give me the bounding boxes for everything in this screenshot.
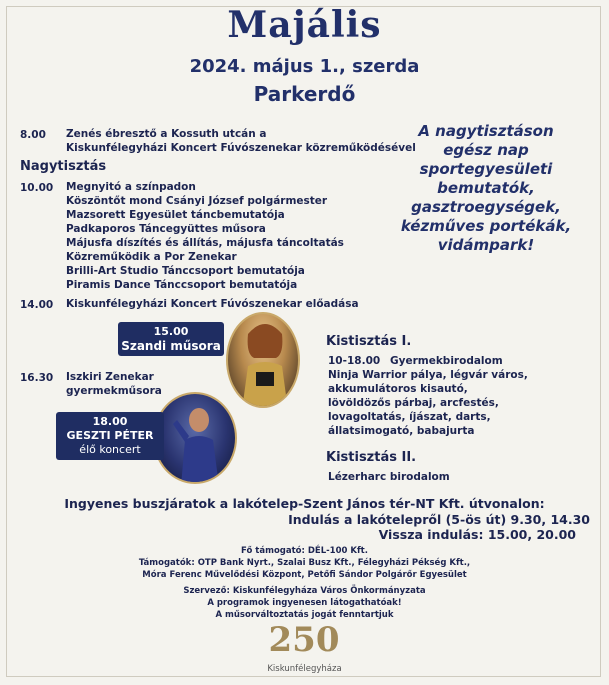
promo-line-2: egész nap [443, 141, 529, 159]
promo-line-1: A nagytisztáson [418, 122, 554, 140]
singer-figure-icon [228, 314, 300, 408]
kistisztas-1-line-2: akkumulátoros kisautó, [328, 383, 468, 395]
geszti-name: GESZTI PÉTER [66, 429, 154, 442]
program-1000-line-4: Padkaporos Táncegyüttes műsora [66, 223, 266, 235]
organizer-line-2: A programok ingyenesen látogathatóak! [207, 598, 402, 608]
kistisztas-1-line-1: Ninja Warrior pálya, légvár város, [328, 369, 528, 381]
program-1000-line-2: Köszöntőt mond Csányi József polgármester [66, 195, 328, 207]
program-0800-line-1: Zenés ébresztő a Kossuth utcán a [66, 128, 267, 140]
sponsor-line-2: Móra Ferenc Művelődési Központ, Petőfi Sándor Polgárőr Egyesület [142, 570, 467, 580]
event-place: Parkerdő [253, 82, 356, 106]
kistisztas-1-time: 10-18.00 [328, 355, 381, 367]
program-1000-line-1: Megnyitó a színpadon [66, 181, 196, 193]
promo-line-6: kézműves portékák, [400, 217, 572, 235]
szandi-time: 15.00 [153, 325, 189, 338]
organizer-line-3: A műsorváltoztatás jogát fenntartjuk [215, 610, 394, 620]
bus-line-2: Indulás a lakótelepről (5-ös út) 9.30, 14.30 [288, 512, 590, 527]
program-1400-line: Kiskunfélegyházi Koncert Fúvószenekar előadása [66, 298, 359, 310]
program-1000-line-3: Mazsorett Egyesület táncbemutatója [66, 209, 285, 221]
bus-line-3: Vissza indulás: 15.00, 20.00 [378, 527, 576, 542]
kistisztas-1-title: Gyermekbirodalom [390, 355, 503, 367]
program-1000-line-7: Brilli-Art Studio Tánccsoport bemutatója [66, 265, 305, 277]
program-1000-line-5: Májusfa díszítés és állítás, májusfa táncoltatás [66, 237, 344, 249]
section-kistisztas-2: Kistisztás II. [326, 450, 417, 465]
kistisztas-2-line: Lézerharc birodalom [328, 471, 450, 483]
geszti-sub: élő koncert [79, 443, 141, 456]
logo-town-name: Kiskunfélegyháza [267, 664, 342, 674]
kistisztas-1-line-5: állatsimogató, babajurta [328, 425, 475, 437]
sponsor-line-1: Támogatók: OTP Bank Nyrt., Szalai Busz Kft., Félegyházi Pékség Kft., [138, 558, 471, 568]
performer-figure-icon [155, 394, 237, 484]
promo-text [386, 122, 586, 255]
program-1000-line-8: Piramis Dance Tánccsoport bemutatója [66, 279, 298, 291]
geszti-pill [56, 412, 164, 460]
kistisztas-1-line-3: lövöldözős párbaj, arcfestés, [328, 397, 499, 409]
bus-line-1: Ingyenes buszjáratok a lakótelep-Szent János tér-NT Kft. útvonalon: [64, 496, 545, 511]
promo-line-5: gasztroegységek, [411, 198, 561, 216]
program-1630-line-2: gyermekműsora [66, 385, 162, 397]
section-kistisztas-1: Kistisztás I. [326, 334, 412, 349]
poster-title: Majális [227, 4, 382, 46]
promo-line-3: sportegyesületi [419, 160, 553, 178]
sponsor-main: Fő támogató: DÉL-100 Kft. [241, 546, 368, 556]
program-0800-line-2: Kiskunfélegyházi Koncert Fúvószenekar közreműködésével [66, 142, 416, 154]
szandi-pill [118, 322, 224, 356]
kistisztas-1-line-4: lovagoltatás, íjászat, darts, [328, 411, 491, 423]
szandi-label: Szandi műsora [121, 339, 221, 353]
time-0800: 8.00 [20, 129, 46, 141]
geszti-time: 18.00 [92, 415, 128, 428]
szandi-photo [226, 312, 300, 408]
geszti-photo [153, 392, 237, 484]
event-date: 2024. május 1., szerda [189, 56, 420, 77]
promo-line-4: bemutatók, [437, 179, 535, 197]
promo-line-7: vidámpark! [437, 236, 535, 254]
organizer-line-1: Szervező: Kiskunfélegyháza Város Önkormányzata [183, 586, 426, 596]
time-1400: 14.00 [20, 299, 54, 311]
time-1000: 10.00 [20, 182, 54, 194]
program-1000-line-6: Közreműködik a Por Zenekar [66, 251, 237, 263]
anniversary-logo: 250 [268, 620, 340, 660]
program-1630-line-1: Iszkiri Zenekar [66, 371, 154, 383]
section-nagytisztas: Nagytisztás [20, 159, 107, 174]
time-1630: 16.30 [20, 372, 54, 384]
